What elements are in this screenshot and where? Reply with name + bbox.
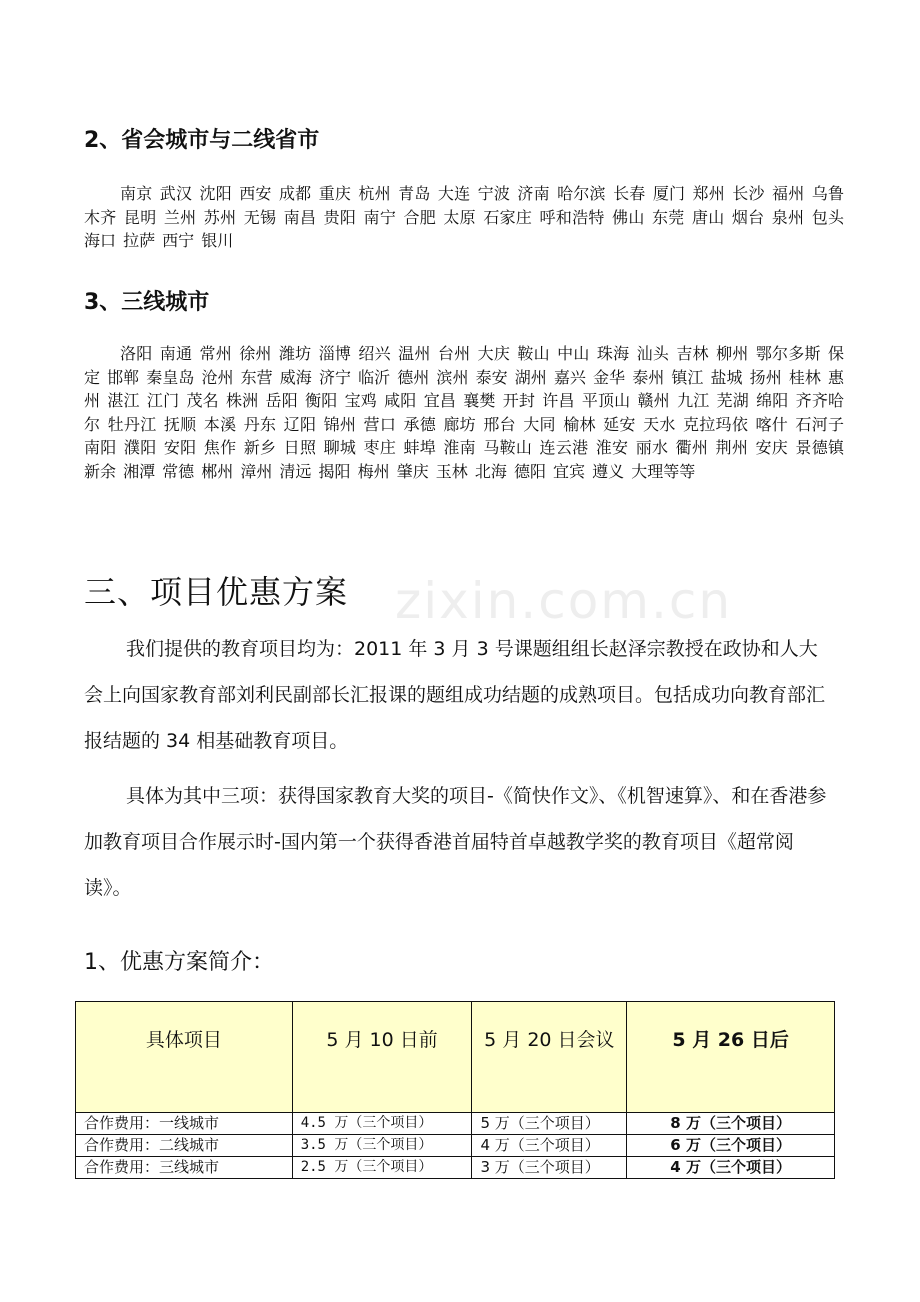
- header-may20-meeting: 5 月 20 日会议: [472, 1002, 627, 1113]
- discount-heading: 1、优惠方案简介：: [84, 950, 274, 975]
- detail-paragraph: 具体为其中三项：获得国家教育大奖的项目-《简快作文》、《机智速算》、和在香港参加教育项目合作展示时-国内第一个获得香港首届特首卓越教学奖的教育项目《超常阅读》。: [84, 785, 827, 899]
- table-cell: 8 万（三个项目）: [627, 1113, 835, 1135]
- table-cell: 4 万（三个项目）: [472, 1135, 627, 1157]
- table-cell: 4 万（三个项目）: [627, 1157, 835, 1179]
- header-after-may26: 5 月 26 日后: [627, 1002, 835, 1113]
- table-cell: 合作费用：一线城市: [76, 1113, 293, 1135]
- table-cell: 5 万（三个项目）: [472, 1113, 627, 1135]
- table-row: [76, 1157, 835, 1179]
- section-heading-3: 3、三线城市: [84, 290, 210, 315]
- table-cell: 6 万（三个项目）: [627, 1135, 835, 1157]
- pricing-table: [75, 1001, 835, 1179]
- table-cell: 3.5 万（三个项目）: [292, 1135, 472, 1157]
- table-cell: 合作费用：二线城市: [76, 1135, 293, 1157]
- intro-paragraph: 我们提供的教育项目均为：2011 年 3 月 3 号课题组组长赵泽宗教授在政协和人大会上向国家教育部刘利民副部长汇报课的题组成功结题的成熟项目。包括成功向教育部汇报结题的 34 相基础教育项目。: [84, 638, 826, 752]
- header-project: 具体项目: [76, 1002, 293, 1113]
- table-row: [76, 1135, 835, 1157]
- table-cell: 合作费用：三线城市: [76, 1157, 293, 1179]
- table-cell: 2.5 万（三个项目）: [292, 1157, 472, 1179]
- table-cell: 3 万（三个项目）: [472, 1157, 627, 1179]
- header-before-may10: 5 月 10 日前: [292, 1002, 472, 1113]
- watermark: zixin.com.cn: [395, 572, 733, 630]
- table-header-row: [76, 1002, 835, 1113]
- section-heading-2: 2、省会城市与二线省市: [84, 128, 320, 153]
- tier2-city-list: 南京 武汉 沈阳 西安 成都 重庆 杭州 青岛 大连 宁波 济南 哈尔滨 长春 厦门 郑州 长沙 福州 乌鲁木齐 昆明 兰州 苏州 无锡 南昌 贵阳 南宁 合肥 太原 石家庄 呼和浩特 佛山 东莞 唐山 烟台 泉州 包头 海口 拉萨 西宁 银川: [84, 184, 844, 250]
- table-row: [76, 1113, 835, 1135]
- tier3-city-list: 洛阳 南通 常州 徐州 潍坊 淄博 绍兴 温州 台州 大庆 鞍山 中山 珠海 汕头 吉林 柳州 鄂尔多斯 保定 邯郸 秦皇岛 沧州 东营 威海 济宁 临沂 德州 滨州 泰安 湖州 嘉兴 金华 泰州 镇江 盐城 扬州 桂林 惠州 湛江 江门 茂名 株洲 岳阳 衡阳 宝鸡 咸阳 宜昌 襄樊 开封 许昌 平顶山 赣州 九江 芜湖 绵阳 齐齐哈尔 牡丹江 抚顺 本溪 丹东 辽阳 锦州 营口 承德 廊坊 邢台 大同 榆林 延安 天水 克拉玛依 喀什 石河子 南阳 濮阳 安阳 焦作 新乡 日照 聊城 枣庄 蚌埠 淮南 马鞍山 连云港 淮安 丽水 衢州 荆州 安庆 景德镇 新余 湘潭 常德 郴州 漳州 清远 揭阳 梅州 肇庆 玉林 北海 德阳 宜宾 遵义 大理等等: [84, 344, 844, 481]
- table-cell: 4.5 万（三个项目）: [292, 1113, 472, 1135]
- chapter-title: 三、项目优惠方案: [84, 573, 349, 611]
